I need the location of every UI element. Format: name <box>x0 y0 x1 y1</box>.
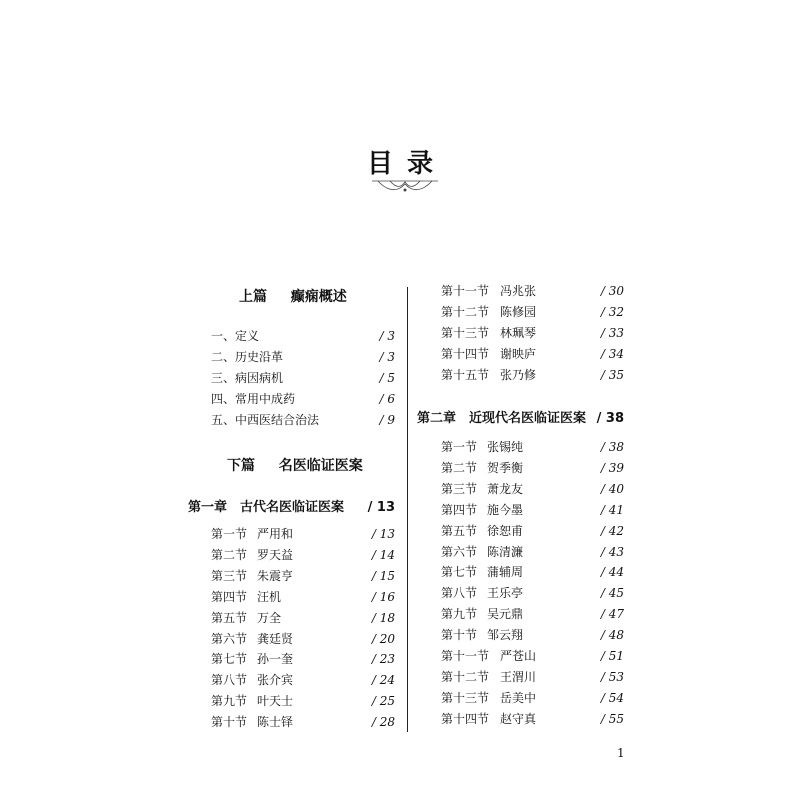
entry-page: / 23 <box>371 652 395 667</box>
entry-name: 贺季衡 <box>487 460 524 475</box>
entry-name: 万全 <box>257 610 282 625</box>
entry-page: / 32 <box>600 305 624 319</box>
entry-label: 二、历史沿革 <box>211 350 284 364</box>
toc-entry[interactable] <box>441 458 624 478</box>
part2-title: 名医临证医案 <box>278 458 363 474</box>
toc-entry[interactable] <box>441 646 624 666</box>
part2-label: 下篇 <box>227 458 255 474</box>
entry-page: / 3 <box>379 350 395 364</box>
toc-entry[interactable] <box>211 712 395 732</box>
entry-label: 第十二节 <box>441 305 490 319</box>
entry-label: 第七节 <box>211 652 248 667</box>
toc-entry[interactable] <box>211 670 395 690</box>
toc-entry[interactable] <box>441 625 624 645</box>
entry-page: / 24 <box>371 673 395 688</box>
toc-entry[interactable] <box>441 365 624 385</box>
entry-name: 朱震亨 <box>257 568 294 583</box>
toc-entry[interactable] <box>211 608 395 628</box>
entry-page: / 48 <box>600 628 624 643</box>
entry-name: 王乐亭 <box>487 586 524 601</box>
entry-page: / 40 <box>600 481 624 496</box>
entry-label: 第十二节 <box>441 669 490 684</box>
entry-label: 第五节 <box>211 610 248 625</box>
entry-page: / 5 <box>379 371 395 385</box>
toc-entry[interactable] <box>441 500 624 520</box>
part1-label: 上篇 <box>239 289 267 305</box>
chapter1-entry[interactable] <box>188 497 395 519</box>
toc-entry[interactable] <box>211 691 395 711</box>
entry-name: 陈清濂 <box>487 544 524 559</box>
entry-page: / 45 <box>600 586 624 601</box>
entry-page: / 6 <box>379 392 395 406</box>
entry-name: 邹云翔 <box>487 628 524 643</box>
entry-page: / 35 <box>600 368 624 382</box>
entry-page: / 39 <box>600 460 624 475</box>
entry-label: 第十四节 <box>441 347 490 361</box>
entry-name: 汪机 <box>257 589 282 604</box>
entry-label: 一、定义 <box>211 329 260 343</box>
entry-page: / 34 <box>600 347 624 361</box>
entry-label: 第三节 <box>441 481 478 496</box>
title-ornament <box>370 178 440 194</box>
entry-name: 严用和 <box>257 527 294 541</box>
part2-heading <box>227 455 363 475</box>
entry-page: / 51 <box>600 649 624 663</box>
entry-page: / 41 <box>600 502 624 517</box>
entry-name: 陈士铎 <box>257 715 294 730</box>
entry-page: / 25 <box>371 694 395 709</box>
toc-entry[interactable] <box>211 347 395 367</box>
entry-label: 五、中西医结合治法 <box>211 413 320 427</box>
entry-page: / 55 <box>600 711 624 726</box>
entry-label: 第九节 <box>211 694 248 709</box>
entry-label: 第十一节 <box>441 649 490 663</box>
entry-label: 第十五节 <box>441 368 490 382</box>
entry-label: 第五节 <box>441 523 478 538</box>
toc-entry[interactable] <box>211 389 395 409</box>
toc-entry[interactable] <box>441 323 624 343</box>
toc-entry[interactable] <box>211 524 395 544</box>
part1-title: 癫痫概述 <box>290 289 347 305</box>
entry-name: 冯兆张 <box>500 284 537 298</box>
entry-page: / 13 <box>371 527 395 541</box>
entry-page: / 28 <box>371 715 395 730</box>
entry-name: 孙一奎 <box>257 652 294 667</box>
entry-name: 罗天益 <box>257 547 294 562</box>
toc-entry[interactable] <box>211 629 395 649</box>
toc-entry[interactable] <box>211 566 395 586</box>
entry-name: 徐恕甫 <box>487 523 524 538</box>
toc-entry[interactable] <box>441 604 624 624</box>
entry-label: 第十三节 <box>441 326 490 340</box>
entry-label: 四、常用中成药 <box>211 392 296 406</box>
chapter2-entry[interactable] <box>417 408 624 430</box>
toc-entry[interactable] <box>441 688 624 708</box>
entry-page: / 9 <box>379 413 395 427</box>
entry-label: 第十一节 <box>441 284 490 298</box>
entry-label: 三、病因病机 <box>211 371 284 385</box>
entry-label: 第六节 <box>211 631 248 646</box>
entry-page: / 18 <box>371 610 395 625</box>
entry-label: 第十三节 <box>441 690 490 705</box>
entry-label: 第六节 <box>441 544 478 559</box>
toc-entry[interactable] <box>441 281 624 301</box>
part1-heading <box>239 286 347 306</box>
entry-page: / 42 <box>600 523 624 538</box>
entry-label: 第一节 <box>211 527 248 541</box>
entry-label: 第四节 <box>441 502 478 517</box>
toc-entry[interactable] <box>441 521 624 541</box>
entry-page: / 15 <box>371 568 395 583</box>
entry-label: 第三节 <box>211 568 248 583</box>
entry-name: 张介宾 <box>257 673 294 688</box>
toc-entry[interactable] <box>441 437 624 457</box>
entry-label: 第四节 <box>211 589 248 604</box>
page-number: 1 <box>617 746 625 760</box>
chapter1-label: 第一章 古代名医临证医案 <box>188 500 345 515</box>
entry-page: / 16 <box>371 589 395 604</box>
entry-name: 萧龙友 <box>487 481 524 496</box>
entry-name: 陈修园 <box>500 305 537 319</box>
entry-page: / 33 <box>600 326 624 340</box>
entry-name: 施今墨 <box>487 502 524 517</box>
toc-entry[interactable] <box>441 562 624 582</box>
entry-name: 吴元鼎 <box>487 607 524 622</box>
entry-label: 第十四节 <box>441 711 490 726</box>
entry-label: 第七节 <box>441 565 478 580</box>
entry-name: 龚廷贤 <box>257 631 294 646</box>
toc-entry[interactable] <box>211 326 395 346</box>
entry-page: / 47 <box>600 607 624 622</box>
toc-entry[interactable] <box>441 302 624 322</box>
entry-label: 第十节 <box>441 628 478 643</box>
page-title: 目录 <box>366 149 447 179</box>
entry-name: 王渭川 <box>500 669 537 684</box>
entry-page: / 30 <box>600 284 624 298</box>
chapter2-page: / 38 <box>596 411 624 426</box>
entry-name: 叶天士 <box>257 694 294 709</box>
toc-entry[interactable] <box>211 410 395 430</box>
column-divider <box>407 287 408 732</box>
chapter2-label: 第二章 近现代名医临证医案 <box>417 411 587 426</box>
entry-name: 谢映庐 <box>500 347 537 361</box>
entry-name: 张锡纯 <box>487 440 524 454</box>
entry-name: 张乃修 <box>500 368 537 382</box>
toc-entry[interactable] <box>211 368 395 388</box>
entry-label: 第八节 <box>211 673 248 688</box>
entry-label: 第八节 <box>441 586 478 601</box>
entry-name: 岳美中 <box>500 690 537 705</box>
entry-label: 第十节 <box>211 715 248 730</box>
entry-page: / 43 <box>600 544 624 559</box>
entry-page: / 14 <box>371 547 395 562</box>
toc-entry[interactable] <box>211 649 395 669</box>
entry-page: / 54 <box>600 690 624 705</box>
toc-entry[interactable] <box>211 545 395 565</box>
entry-label: 第二节 <box>441 460 478 475</box>
toc-entry[interactable] <box>441 583 624 603</box>
entry-label: 第二节 <box>211 547 248 562</box>
entry-label: 第一节 <box>441 440 478 454</box>
entry-page: / 53 <box>600 669 624 684</box>
toc-entry[interactable] <box>441 667 624 687</box>
entry-page: / 20 <box>371 631 395 646</box>
toc-entry[interactable] <box>441 344 624 364</box>
entry-page: / 44 <box>600 565 624 580</box>
entry-page: / 3 <box>379 329 395 343</box>
chapter1-page: / 13 <box>367 500 395 515</box>
entry-name: 林珮琴 <box>500 326 537 340</box>
entry-name: 严苍山 <box>500 649 537 663</box>
toc-entry[interactable] <box>441 709 624 729</box>
entry-name: 赵守真 <box>500 711 537 726</box>
toc-entry[interactable] <box>441 542 624 562</box>
entry-name: 蒲辅周 <box>487 565 524 580</box>
entry-label: 第九节 <box>441 607 478 622</box>
toc-entry[interactable] <box>441 479 624 499</box>
entry-page: / 38 <box>600 440 624 454</box>
toc-entry[interactable] <box>211 587 395 607</box>
